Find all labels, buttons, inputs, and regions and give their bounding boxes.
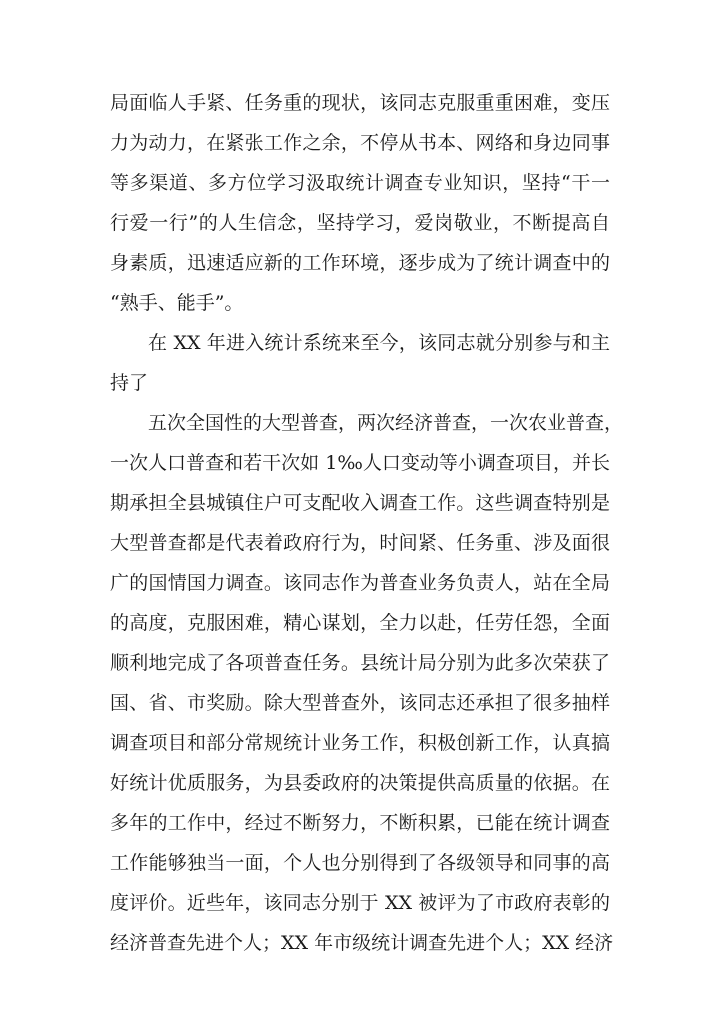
text-line: 力为动力，在紧张工作之余，不停从书本、网络和身边同事 xyxy=(110,132,610,154)
text-line: 经济普查先进个人；XX 年市级统计调查先进个人；XX 经济 xyxy=(110,932,614,954)
text-line: 顺利地完成了各项普查任务。县统计局分别为此多次荣获了 xyxy=(110,652,610,674)
text-line: 大型普查都是代表着政府行为，时间紧、任务重、涉及面很 xyxy=(110,532,610,554)
text-line: 好统计优质服务，为县委政府的决策提供高质量的依据。在 xyxy=(110,772,610,794)
text-line: 度评价。近些年，该同志分别于 XX 被评为了市政府表彰的 xyxy=(110,892,610,914)
text-line: 期承担全县城镇住户可支配收入调查工作。这些调查特别是 xyxy=(110,492,610,514)
text-line: “熟手、能手”。 xyxy=(110,292,244,314)
text-line: 行爱一行”的人生信念，坚持学习，爱岗敬业，不断提高自 xyxy=(110,212,610,234)
text-line: 广的国情国力调查。该同志作为普查业务负责人，站在全局 xyxy=(110,572,610,594)
paragraph-first-line: 在 XX 年进入统计系统来至今，该同志就分别参与和主 xyxy=(148,332,610,354)
text-line: 调查项目和部分常规统计业务工作，积极创新工作，认真搞 xyxy=(110,732,610,754)
text-line: 局面临人手紧、任务重的现状，该同志克服重重困难，变压 xyxy=(110,92,610,114)
text-line: 一次人口普查和若干次如 1‰人口变动等小调查项目，并长 xyxy=(110,452,610,474)
text-line: 的高度，克服困难，精心谋划，全力以赴，任劳任怨，全面 xyxy=(110,612,610,634)
paragraph-first-line: 五次全国性的大型普查，两次经济普查，一次农业普查， xyxy=(148,412,624,434)
text-line: 身素质，迅速适应新的工作环境，逐步成为了统计调查中的 xyxy=(110,252,610,274)
text-line: 国、省、市奖励。除大型普查外，该同志还承担了很多抽样 xyxy=(110,692,610,714)
text-line: 工作能够独当一面，个人也分别得到了各级领导和同事的高 xyxy=(110,852,610,874)
text-line: 多年的工作中，经过不断努力，不断积累，已能在统计调查 xyxy=(110,812,610,834)
text-line: 持了 xyxy=(110,372,149,394)
text-line: 等多渠道、多方位学习汲取统计调查专业知识，坚持“干一 xyxy=(110,172,610,194)
